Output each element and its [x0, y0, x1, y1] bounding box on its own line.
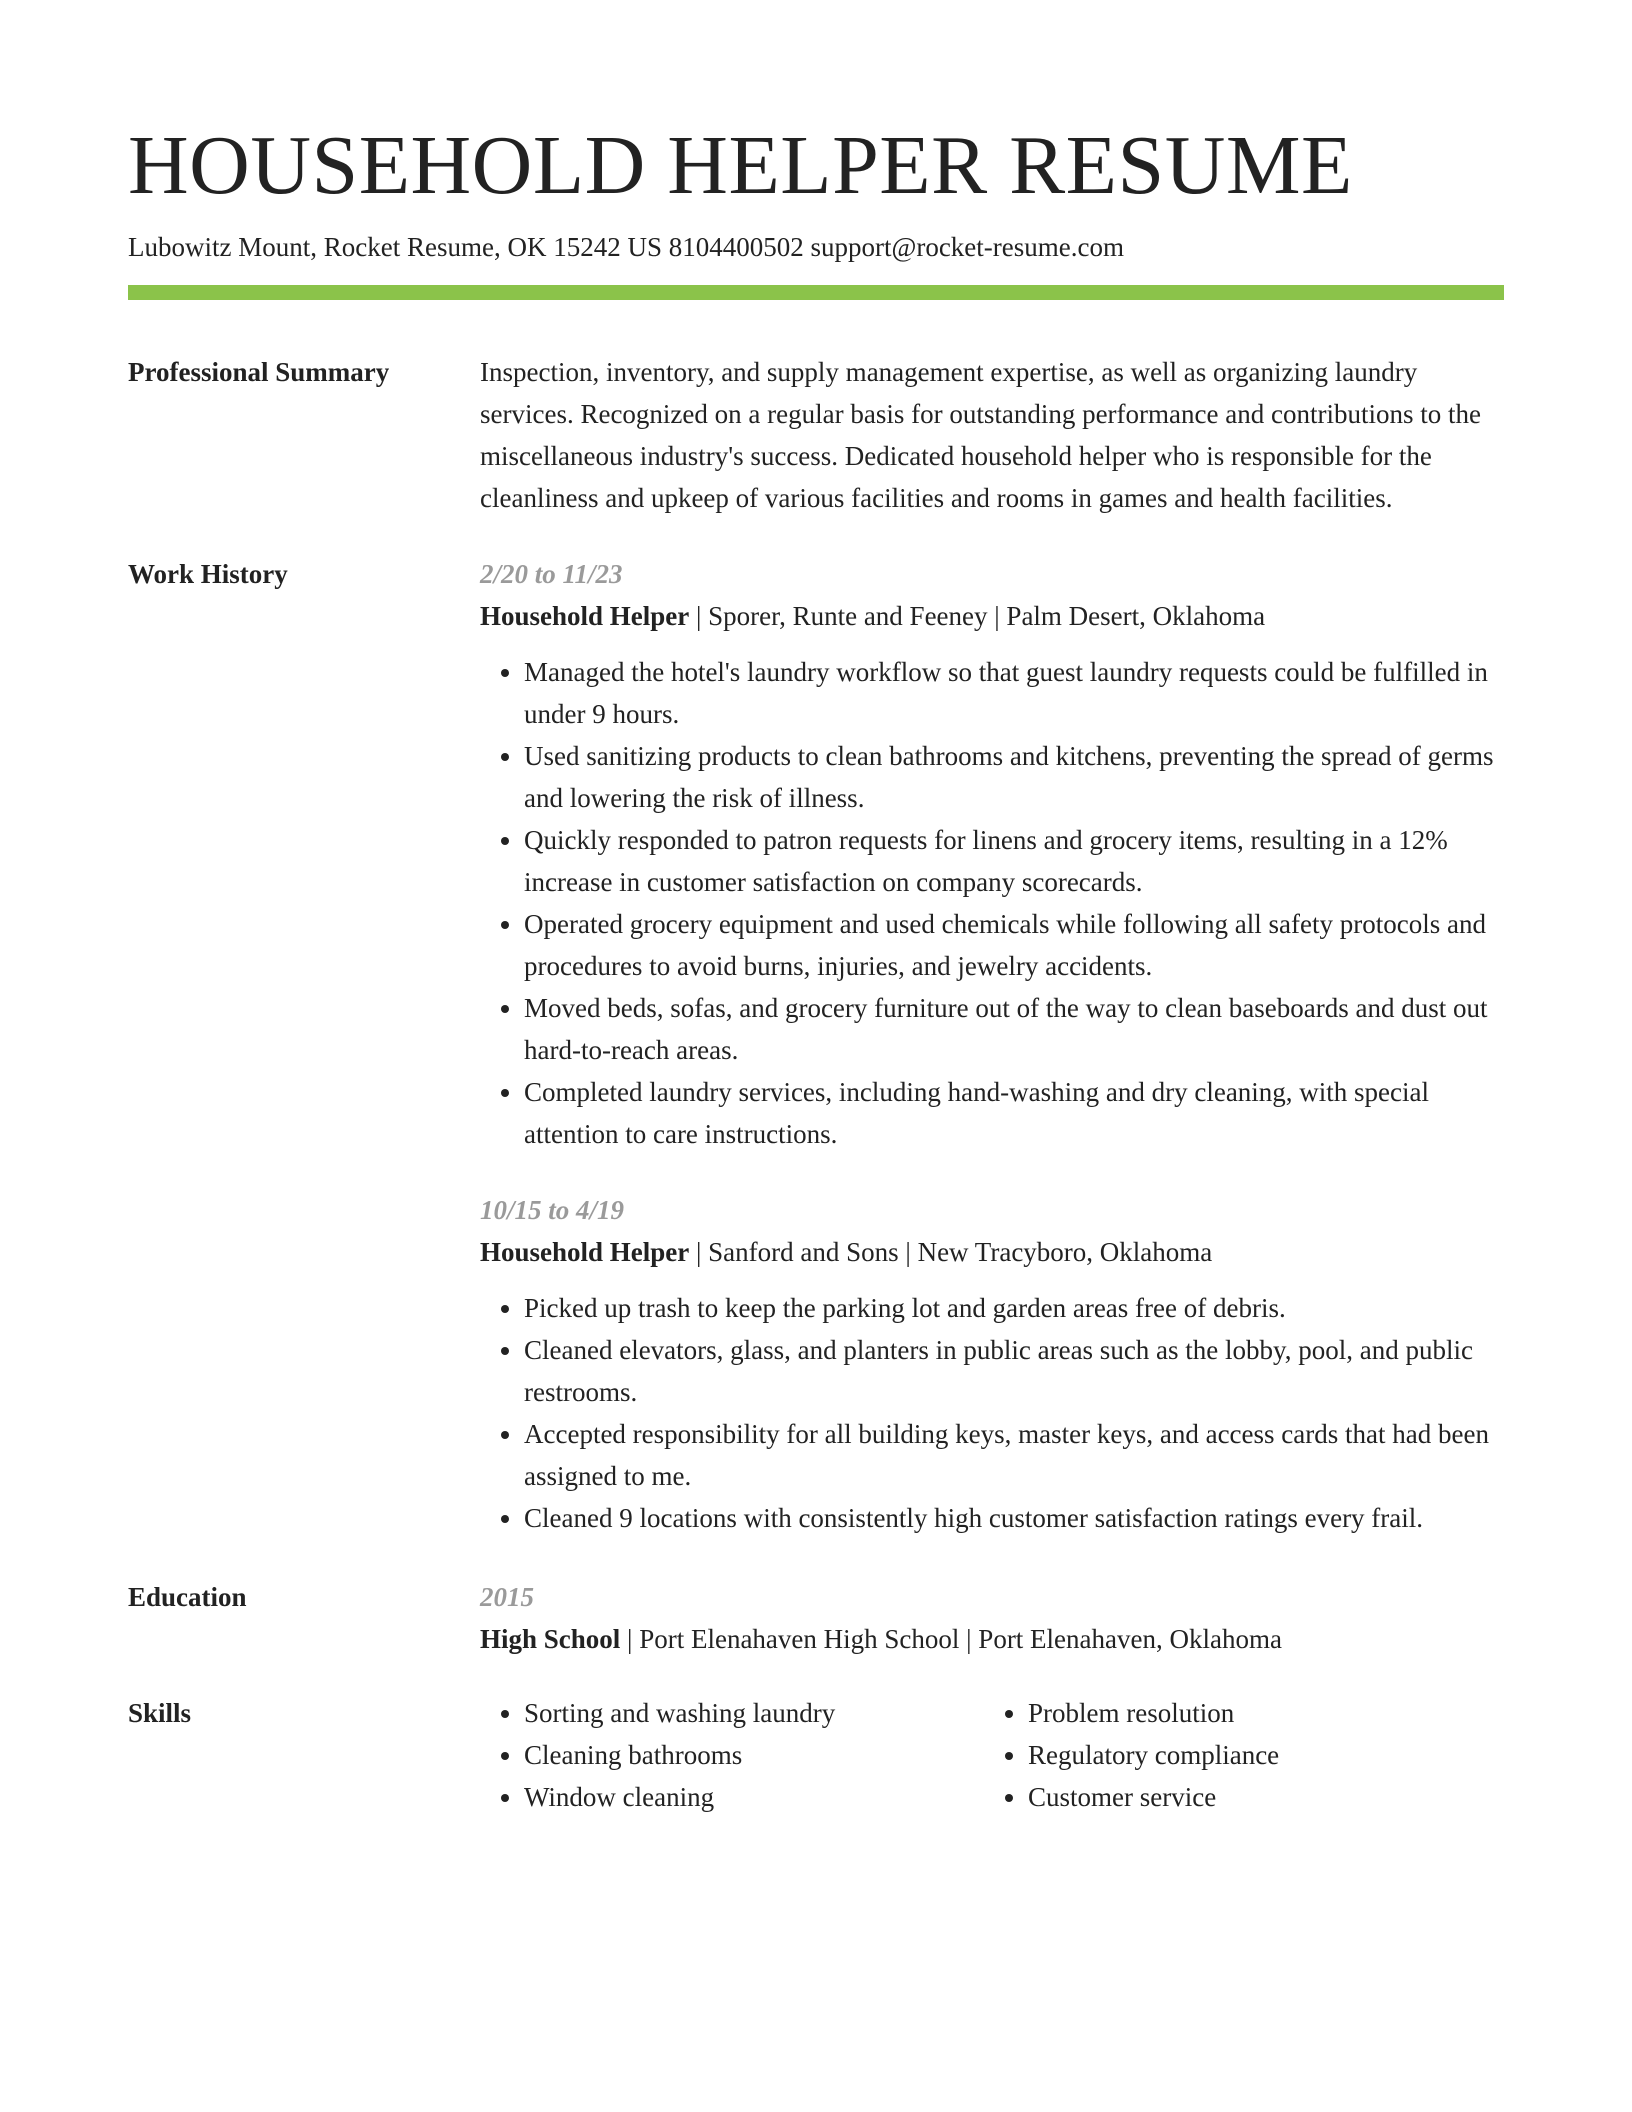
resume-title: HOUSEHOLD HELPER RESUME	[128, 119, 1353, 212]
list-item: • Cleaned 9 locations with consistently high customer satisfaction ratings every frail.	[524, 1497, 1504, 1539]
skills-body	[480, 1692, 1504, 1818]
education-line	[480, 1618, 1504, 1660]
job-dates: 10/15 to 4/19	[480, 1195, 625, 1226]
list-item: • Cleaning bathrooms	[524, 1734, 984, 1776]
job-employer-location: | Sporer, Runte and Feeney | Palm Desert, Oklahoma	[689, 601, 1266, 632]
work-history-section	[128, 553, 1504, 1539]
job-employer-location: | Sanford and Sons | New Tracyboro, Oklahoma	[689, 1237, 1213, 1268]
job-bullet-list	[480, 1287, 1504, 1539]
job-bullet-list	[480, 651, 1504, 1155]
list-item: • Window cleaning	[524, 1776, 984, 1818]
work-history-body	[480, 553, 1504, 1539]
work-history-label: Work History	[128, 559, 288, 590]
education-body	[480, 1576, 1504, 1660]
skills-label: Skills	[128, 1698, 192, 1729]
education-degree: High School	[480, 1624, 621, 1655]
job-entry	[480, 553, 1504, 1155]
list-item: • Quickly responded to patron requests for linens and grocery items, resulting in a 12% increase in customer satisfaction on company scorecards.	[524, 819, 1504, 903]
job-dates: 2/20 to 11/23	[480, 559, 623, 590]
summary-text: Inspection, inventory, and supply management expertise, as well as organizing laundry services. Recognized on a regular basis for outstanding performance and contributions to the miscellaneous industry's success. Dedicated household helper who is responsible for the cleanliness and upkeep of various facilities and rooms in games and health facilities.	[480, 357, 1481, 514]
summary-label: Professional Summary	[128, 357, 390, 388]
list-item: • Problem resolution	[1028, 1692, 1488, 1734]
education-date: 2015	[480, 1582, 534, 1613]
list-item: • Sorting and washing laundry	[524, 1692, 984, 1734]
skills-column-1	[480, 1692, 984, 1818]
list-item: • Used sanitizing products to clean bathrooms and kitchens, preventing the spread of germs and lowering the risk of illness.	[524, 735, 1504, 819]
list-item: • Accepted responsibility for all building keys, master keys, and access cards that had been assigned to me.	[524, 1413, 1504, 1497]
skills-column-2	[984, 1692, 1488, 1818]
skills-section	[128, 1692, 1504, 1818]
job-title-line	[480, 1231, 1504, 1273]
education-section	[128, 1576, 1504, 1660]
list-item: • Managed the hotel's laundry workflow so that guest laundry requests could be fulfilled in under 9 hours.	[524, 651, 1504, 735]
list-item: • Completed laundry services, including hand-washing and dry cleaning, with special attention to care instructions.	[524, 1071, 1504, 1155]
list-item: • Regulatory compliance	[1028, 1734, 1488, 1776]
list-item: • Moved beds, sofas, and grocery furniture out of the way to clean baseboards and dust out hard-to-reach areas.	[524, 987, 1504, 1071]
job-entry	[480, 1189, 1504, 1539]
accent-divider	[128, 285, 1504, 300]
list-item: • Picked up trash to keep the parking lot and garden areas free of debris.	[524, 1287, 1504, 1329]
list-item: • Operated grocery equipment and used chemicals while following all safety protocols and procedures to avoid burns, injuries, and jewelry accidents.	[524, 903, 1504, 987]
education-school-location: | Port Elenahaven High School | Port Elenahaven, Oklahoma	[620, 1624, 1282, 1655]
resume-page	[128, 120, 1504, 1818]
skills-grid	[480, 1692, 1504, 1818]
job-role: Household Helper	[480, 1237, 690, 1268]
summary-section	[128, 351, 1504, 519]
list-item: • Cleaned elevators, glass, and planters in public areas such as the lobby, pool, and public restrooms.	[524, 1329, 1504, 1413]
education-label: Education	[128, 1582, 247, 1613]
list-item: • Customer service	[1028, 1776, 1488, 1818]
job-title-line	[480, 595, 1504, 637]
job-role: Household Helper	[480, 601, 690, 632]
contact-line: Lubowitz Mount, Rocket Resume, OK 15242 US 8104400502 support@rocket-resume.com	[128, 232, 1124, 263]
